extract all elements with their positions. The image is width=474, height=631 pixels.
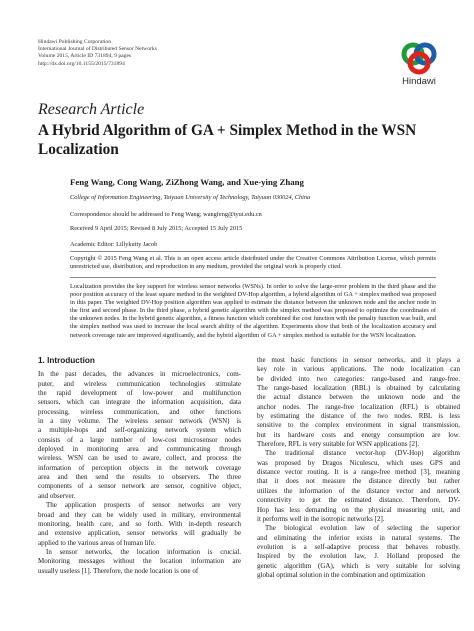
column-right [257, 356, 460, 580]
text-line: distance vector routing. It is a range-free method [3], meaning [257, 468, 460, 477]
affiliation: College of Information Engineering, Taiyuan University of Technology, Taiyuan 030024, China [70, 194, 311, 201]
text-line: and observer. [38, 491, 76, 500]
header-line: Hindawi Publishing Corporation [38, 39, 112, 45]
text-line: consists of a large number of low-cost microsensor nodes [38, 435, 241, 444]
intro-text-right [257, 356, 460, 580]
text-line: The traditional distance vector-hop (DV-Hop) algorithm [265, 449, 460, 458]
text-line: was proposed by Dragos Niculescu, which uses GPS and [257, 458, 460, 467]
header-line: Volume 2015, Article ID 731894, 9 pages [38, 53, 132, 60]
correspondence: Correspondence should be addressed to Feng Wang; wangfeng@tyut.edu.cn [70, 211, 262, 218]
section-heading: 1. Introduction [38, 356, 95, 365]
text-line: The range-based localization (RBL) is obtained by calculating [257, 384, 460, 393]
text-line: a multiple-hops and self-organizing network system which [38, 426, 241, 435]
text-line: processing, wireless communication, and other functions [38, 407, 241, 416]
text-line: In sensor networks, the location information is crucial. [46, 547, 241, 556]
text-line: The application prospects of sensor networks are very [46, 501, 241, 510]
text-line: broad and they can be widely used in military, environmental [38, 510, 241, 519]
divider [70, 251, 436, 252]
text-line: applied to the various areas of human life. [38, 538, 156, 547]
abstract: Localization provides the key support for wireless sensor networks (WSNs). In order to solve the large-error problem in the third phase and the poor position accuracy of the least square method in the weighted DV-Hop algorithm, a hybrid algorithm of GA + simplex method was proposed in this paper. The weighted DV-Hop position algorithm was applied to estimate the distance between the unknown node and the anchor node in the first and second phase. In the third phase, a hybrid genetic algorithm with the simplex method was proposed to optimize the coordinates of the unknown nodes. In the hybrid genetic algorithm, a fitness function which combined the cost function with the penalty function was built, and the simplex method was used to increase the local search ability of the algorithm. Experiments show that both of the localization accuracy and network coverage rate are improved significantly, and the hybrid algorithm of GA + simplex method is suitable for the WSN localization. [70, 283, 436, 339]
text-line: monitoring, health care, and so forth. With in-depth research [38, 519, 241, 528]
text-line: puter, and wireless communication technologies stimulate [38, 379, 241, 388]
text-line: sensors, which can integrate the information acquisition, data [38, 398, 241, 407]
header-line: http://dx.doi.org/10.1155/2015/731894 [38, 60, 125, 67]
text-line: that it does not measure the distance directly but rather [257, 477, 460, 486]
text-line: the actual distance between the unknown node and the [257, 393, 460, 402]
text-line: the most basic functions in sensor networks, and it plays a [257, 356, 460, 364]
copyright-notice: Copyright © 2015 Feng Wang et al. This is an open access article distributed under the Creative Commons Attribution License, which permits unrestricted use, distribution, and reproduction in any medium, provided the original work is properly cited. [70, 255, 436, 270]
text-line: wireless. WSN can be used to aware, collect, and process the [38, 454, 241, 463]
author-list: Feng Wang, Cong Wang, ZiZhong Wang, and Xue-ying Zhang [70, 177, 304, 187]
text-line: anchor nodes. The range-free localization (RFL) is obtained [257, 402, 460, 411]
article-type: Research Article [38, 101, 145, 118]
text-line: and extensive application, sensor networks will gradually be [38, 529, 241, 538]
text-line: The biological evolution law of selecting the superior [265, 524, 460, 533]
text-line: deployed in monitoring area and communicating through [38, 445, 241, 454]
text-line: Therefore, RFL is very suitable for WSN applications [2]. [257, 440, 420, 449]
text-line: and eliminating the inferior exists in natural systems. The [257, 533, 460, 542]
text-line: by estimating the distance of the two nodes. RBL is less [257, 412, 460, 421]
hindawi-logo-text: Hindawi [402, 76, 436, 87]
intro-text-left [38, 370, 241, 576]
text-line: components of a sensor network are sensor, cognitive object, [38, 482, 241, 491]
header-line: International Journal of Distributed Sensor Networks [38, 46, 157, 53]
text-line: key role in various applications. The node localization can [257, 365, 460, 374]
text-line: usually useless [1]. Therefore, the node location is one of [38, 566, 199, 575]
article-title: A Hybrid Algorithm of GA + Simplex Method in the WSN Localization [38, 122, 417, 158]
text-line: Monitoring messages without the location information are [38, 557, 241, 566]
text-line: the rapid development of low-power and multifunction [38, 389, 241, 398]
text-line: Hop has less demanding on the physical measuring unit, and [257, 505, 460, 514]
text-line: it performs well in the isotropic networks [2]. [257, 514, 385, 523]
text-line: In the past decades, the advances in microelectronics, com- [38, 370, 241, 379]
text-line: be divided into two categories: range-based and range-free. [257, 374, 460, 383]
divider [70, 277, 436, 278]
text-line: in a tiny volume. The wireless sensor network (WSN) is [38, 417, 241, 426]
academic-editor: Academic Editor: Lillykutty Jacob [70, 241, 158, 248]
text-line: Inspired by the evolution law, J. Holland proposed the [257, 552, 460, 561]
text-line: global optimal solution in the combination and optimization [257, 570, 426, 579]
column-left [38, 356, 241, 576]
text-line: connectivity to get the estimated distance. Therefore, DV- [257, 496, 460, 505]
text-line: area and then send the results to observers. The three [38, 473, 241, 482]
text-line: sensitive to the complex environment in signal transmission, [257, 421, 460, 430]
publication-dates: Received 9 April 2015; Revised 8 July 2015; Accepted 15 July 2015 [70, 225, 243, 232]
text-line: evolution is a self-adaptive process that behaves robustly. [257, 542, 460, 551]
text-line: information of perception objects in the network coverage [38, 463, 241, 472]
text-line: but its hardware costs and energy consumption are low. [257, 430, 460, 439]
text-line: utilizes the information of the distance vector and network [257, 486, 460, 495]
text-line: genetic algorithm (GA), which is very suitable for solving [257, 561, 460, 570]
journal-header [38, 39, 157, 68]
